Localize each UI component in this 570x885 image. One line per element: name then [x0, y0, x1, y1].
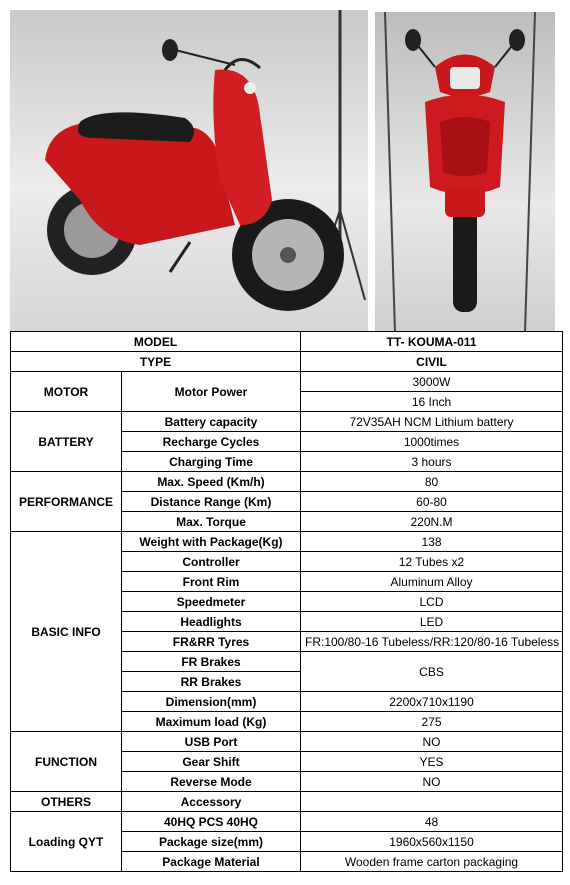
spec-label: Distance Range (Km) — [122, 492, 301, 512]
model-label: MODEL — [11, 332, 301, 352]
spec-value: 220N.M — [301, 512, 563, 532]
spec-label: Motor Power — [122, 372, 301, 412]
spec-value: Wooden frame carton packaging — [301, 852, 563, 872]
table-row — [11, 332, 563, 352]
spec-label: Speedmeter — [122, 592, 301, 612]
spec-label: Gear Shift — [122, 752, 301, 772]
spec-value: 1960x560x1150 — [301, 832, 563, 852]
table-row — [11, 472, 563, 492]
spec-value: 60-80 — [301, 492, 563, 512]
spec-value: CBS — [301, 652, 563, 692]
spec-value: NO — [301, 772, 563, 792]
spec-label: FR Brakes — [122, 652, 301, 672]
spec-value: NO — [301, 732, 563, 752]
table-row — [11, 352, 563, 372]
spec-value: 3 hours — [301, 452, 563, 472]
spec-label: Front Rim — [122, 572, 301, 592]
spec-label: Headlights — [122, 612, 301, 632]
group-performance: PERFORMANCE — [11, 472, 122, 532]
spec-table — [10, 331, 563, 872]
spec-label: Charging Time — [122, 452, 301, 472]
spec-value: LED — [301, 612, 563, 632]
table-row — [11, 532, 563, 552]
scooter-side-photo — [10, 10, 368, 332]
table-row — [11, 812, 563, 832]
group-function: FUNCTION — [11, 732, 122, 792]
spec-label: Weight with Package(Kg) — [122, 532, 301, 552]
model-value: TT- KOUMA-011 — [301, 332, 563, 352]
scooter-front-photo — [375, 12, 555, 332]
spec-label: FR&RR Tyres — [122, 632, 301, 652]
spec-value: 275 — [301, 712, 563, 732]
spec-label: Package Material — [122, 852, 301, 872]
spec-label: USB Port — [122, 732, 301, 752]
spec-value: 72V35AH NCM Lithium battery — [301, 412, 563, 432]
scooter-side-illustration — [10, 10, 368, 332]
spec-value: FR:100/80-16 Tubeless/RR:120/80-16 Tubeless — [301, 632, 563, 652]
spec-label: Accessory — [122, 792, 301, 812]
spec-label: Dimension(mm) — [122, 692, 301, 712]
spec-value: 80 — [301, 472, 563, 492]
scooter-front-illustration — [375, 12, 555, 332]
spec-label: 40HQ PCS 40HQ — [122, 812, 301, 832]
spec-label: Reverse Mode — [122, 772, 301, 792]
table-row — [11, 792, 563, 812]
spec-label: Recharge Cycles — [122, 432, 301, 452]
spec-value: 138 — [301, 532, 563, 552]
group-battery: BATTERY — [11, 412, 122, 472]
spec-value: 16 Inch — [301, 392, 563, 412]
spec-value: Aluminum Alloy — [301, 572, 563, 592]
spec-label: Max. Speed (Km/h) — [122, 472, 301, 492]
group-basic-info: BASIC INFO — [11, 532, 122, 732]
type-label: TYPE — [11, 352, 301, 372]
spec-label: Max. Torque — [122, 512, 301, 532]
spec-value: 3000W — [301, 372, 563, 392]
type-value: CIVIL — [301, 352, 563, 372]
group-loading: Loading QYT — [11, 812, 122, 872]
spec-label: Package size(mm) — [122, 832, 301, 852]
spec-value: 12 Tubes x2 — [301, 552, 563, 572]
table-row — [11, 372, 563, 392]
spec-label: Maximum load (Kg) — [122, 712, 301, 732]
spec-value: LCD — [301, 592, 563, 612]
spec-value: YES — [301, 752, 563, 772]
spec-value: 48 — [301, 812, 563, 832]
spec-label: Controller — [122, 552, 301, 572]
spec-value — [301, 792, 563, 812]
group-others: OTHERS — [11, 792, 122, 812]
spec-value: 1000times — [301, 432, 563, 452]
spec-value: 2200x710x1190 — [301, 692, 563, 712]
spec-label: Battery capacity — [122, 412, 301, 432]
table-row — [11, 412, 563, 432]
spec-label: RR Brakes — [122, 672, 301, 692]
table-row — [11, 732, 563, 752]
group-motor: MOTOR — [11, 372, 122, 412]
